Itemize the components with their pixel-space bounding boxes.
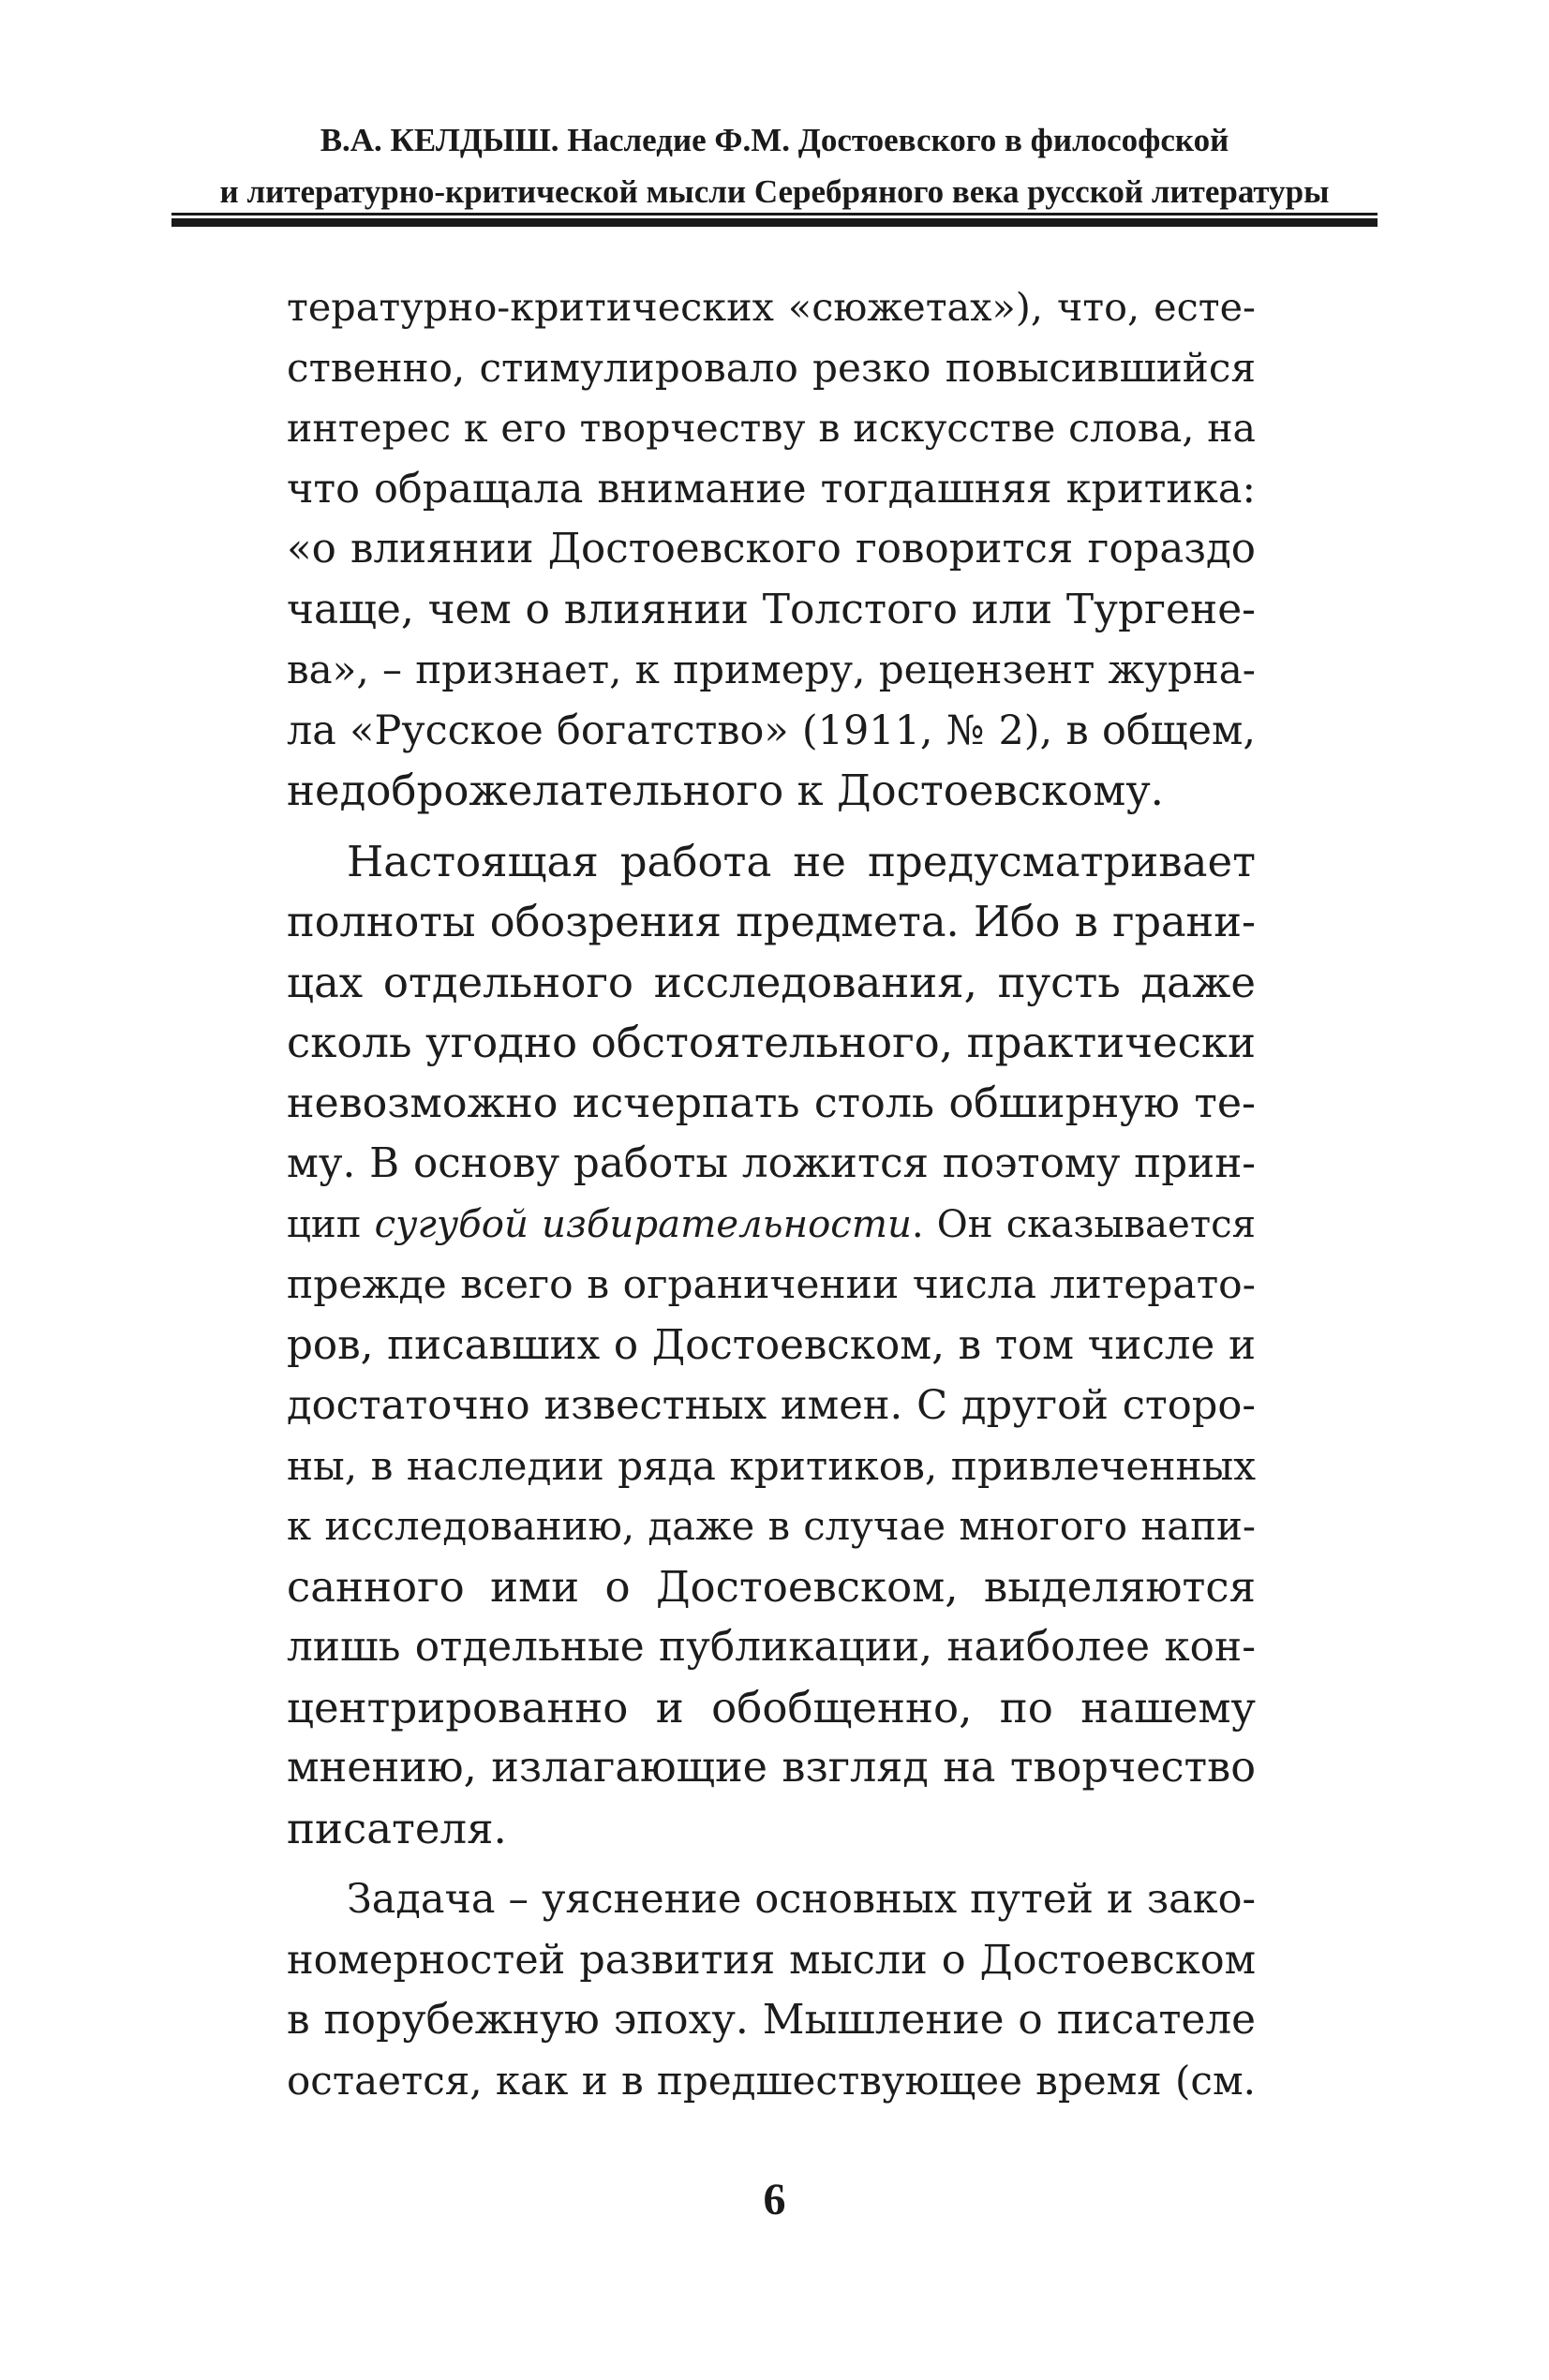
text-line: мнению, излагающие взгляд на творчество — [287, 1744, 1256, 1792]
text-line: писателя. — [287, 1803, 507, 1853]
page-number: 6 — [763, 2175, 786, 2224]
text-line: к исследованию, даже в случае многого напи- — [287, 1503, 1256, 1549]
text-line: ственно, стимулировало резко повысившийся — [287, 344, 1256, 391]
text-line: ны, в наследии ряда критиков, привлеченных — [287, 1442, 1256, 1489]
text-line: цах отдельного исследования, пусть даже — [287, 957, 1256, 1007]
text-line: санного ими о Достоевском, выделяются — [287, 1561, 1256, 1612]
paragraph-continuation — [287, 277, 1256, 822]
text-line: чаще, чем о влиянии Толстого или Тургене- — [287, 585, 1256, 633]
body-text — [287, 277, 1256, 2111]
text-line: достаточно известных имен. С другой сторо- — [287, 1382, 1256, 1429]
text-line: в порубежную эпоху. Мышление о писателе — [287, 1996, 1256, 2044]
paragraph-task — [287, 1869, 1256, 2111]
text-line: тературно-критических «сюжетах»), что, есте- — [287, 285, 1256, 330]
text-run: цип — [287, 1202, 375, 1246]
text-line: центрированно и обобщенно, по нашему — [287, 1682, 1256, 1733]
text-line: Настоящая работа не предусматривает — [347, 836, 1256, 886]
emphasized-phrase: сугубой избирательности — [374, 1202, 912, 1246]
text-line: Задача – уяснение основных путей и зако- — [347, 1876, 1256, 1923]
text-line: лишь отдельные публикации, наиболее кон- — [287, 1623, 1256, 1671]
running-head-line-1: В.А. КЕЛДЫШ. Наследие Ф.М. Достоевского в философской — [320, 122, 1229, 158]
text-run: . Он сказывается — [911, 1202, 1256, 1246]
text-line: невозможно исчерпать столь обширную те- — [287, 1078, 1256, 1127]
text-line: полноты обозрения предмета. Ибо в грани- — [287, 898, 1256, 946]
header-double-rule — [171, 213, 1378, 227]
text-line-with-emphasis — [287, 1195, 1256, 1256]
text-line: что обращала внимание тогдашняя критика: — [287, 465, 1256, 513]
text-line: прежде всего в ограничении числа литерато- — [287, 1261, 1256, 1307]
text-line: остается, как и в предшествующее время (см. — [287, 2057, 1256, 2104]
text-line: интерес к его творчеству в искусстве слова, на — [287, 406, 1256, 451]
text-line: му. В основу работы ложится поэтому прин- — [287, 1140, 1256, 1187]
text-line: ва», – признает, к примеру, рецензент журна- — [287, 647, 1256, 692]
text-line: ров, писавших о Достоевском, в том числе и — [287, 1321, 1256, 1369]
text-line: «о влиянии Достоевского говорится гораздо — [287, 526, 1256, 573]
text-line: ла «Русское богатство» (1911, № 2), в общем, — [287, 707, 1256, 754]
running-head-line-2: и литературно-критической мысли Серебряного века русской литературы — [219, 173, 1330, 210]
text-line: номерностей развития мысли о Достоевском — [287, 1936, 1256, 1984]
text-line: недоброжелательного к Достоевскому. — [287, 766, 1164, 815]
running-head — [171, 114, 1378, 217]
paragraph-scope — [287, 832, 1256, 1860]
text-line: сколь угодно обстоятельного, практически — [287, 1018, 1256, 1067]
